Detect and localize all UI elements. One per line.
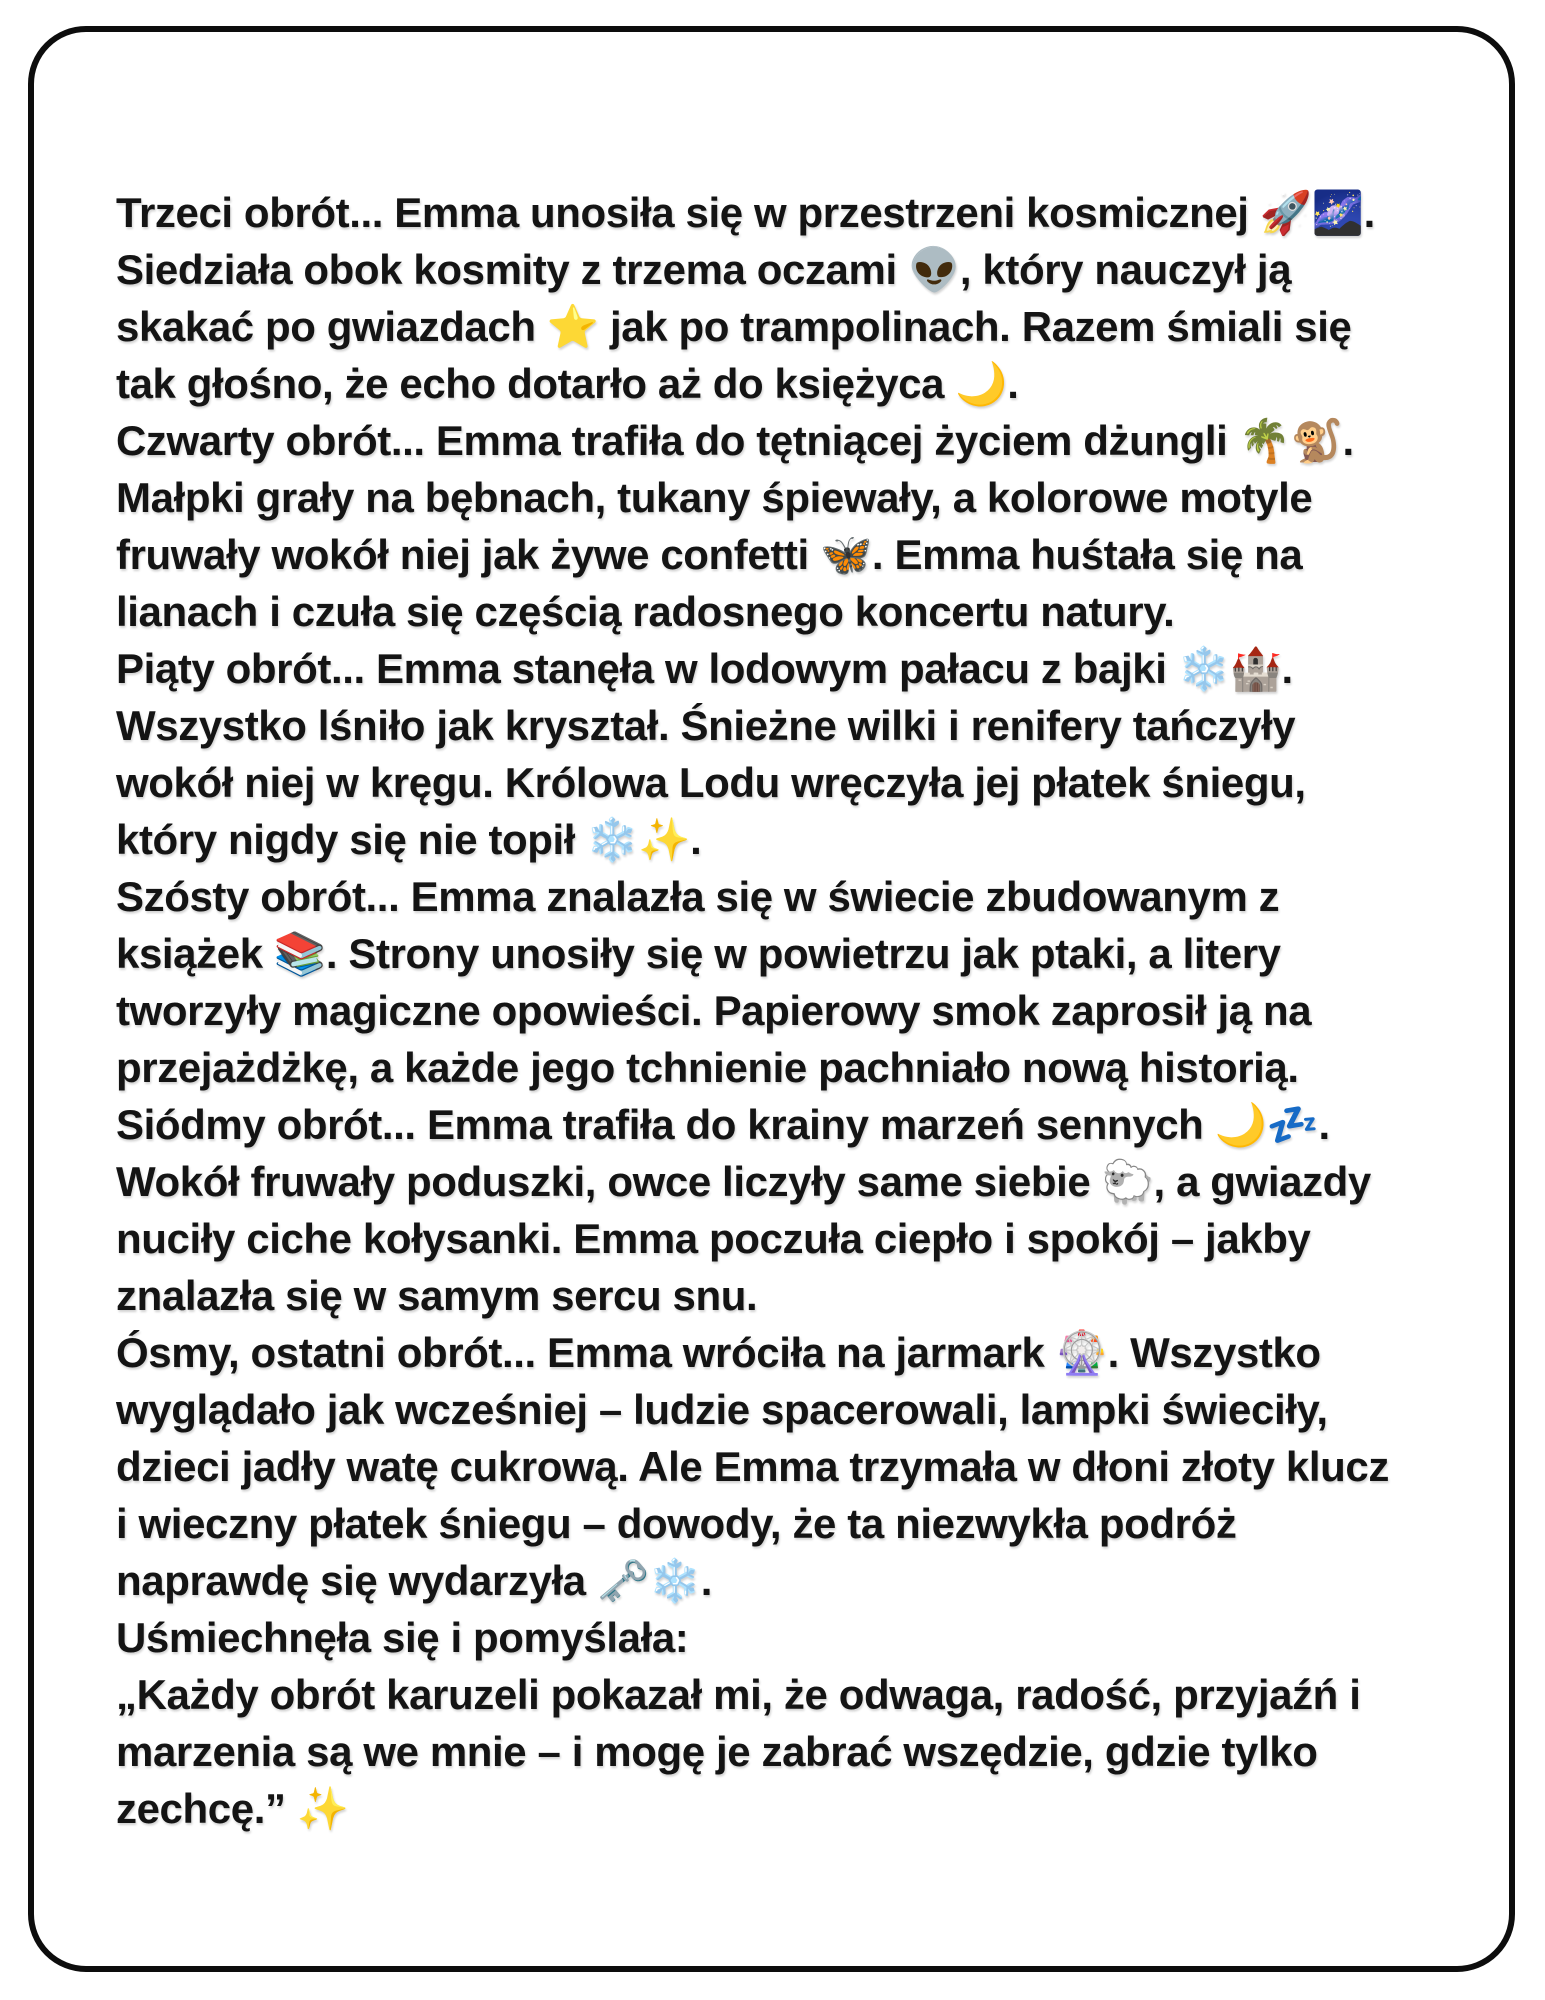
- text-line: Wszystko lśniło jak kryształ. Śnieżne wilki i renifery tańczyły: [116, 702, 1296, 749]
- text-line: znalazła się w samym sercu snu.: [116, 1272, 758, 1319]
- text-line: Szósty obrót... Emma znalazła się w świecie zbudowanym z: [116, 873, 1280, 920]
- text-line: skakać po gwiazdach ⭐ jak po trampolinach. Razem śmiali się: [116, 303, 1352, 350]
- text-line: wyglądało jak wcześniej – ludzie spacerowali, lampki świeciły,: [116, 1386, 1328, 1433]
- text-line: tworzyły magiczne opowieści. Papierowy smok zaprosił ją na: [116, 987, 1312, 1034]
- text-line: wokół niej w kręgu. Królowa Lodu wręczyła jej płatek śniegu,: [116, 759, 1306, 806]
- text-line: tak głośno, że echo dotarło aż do księżyca 🌙.: [116, 360, 1019, 407]
- text-line: lianach i czuła się częścią radosnego koncertu natury.: [116, 588, 1175, 635]
- text-line: Uśmiechnęła się i pomyślała:: [116, 1614, 689, 1661]
- text-line: Czwarty obrót... Emma trafiła do tętniącej życiem dżungli 🌴🐒.: [116, 417, 1354, 464]
- story-paragraph: [116, 1324, 1446, 1609]
- text-line: Trzeci obrót... Emma unosiła się w przestrzeni kosmicznej 🚀🌌.: [116, 189, 1375, 236]
- text-line: dzieci jadły watę cukrową. Ale Emma trzymała w dłoni złoty klucz: [116, 1443, 1389, 1490]
- text-line: który nigdy się nie topił ❄️✨.: [116, 816, 702, 863]
- story-paragraph: [116, 1666, 1446, 1837]
- text-line: Siedziała obok kosmity z trzema oczami 👽, który nauczył ją: [116, 246, 1292, 293]
- story-paragraph: [116, 1096, 1446, 1324]
- text-line: naprawdę się wydarzyła 🗝️❄️.: [116, 1557, 713, 1604]
- text-line: książek 📚. Strony unosiły się w powietrzu jak ptaki, a litery: [116, 930, 1281, 977]
- text-line: przejażdżkę, a każde jego tchnienie pachniało nową historią.: [116, 1044, 1299, 1091]
- text-line: i wieczny płatek śniegu – dowody, że ta niezwykła podróż: [116, 1500, 1237, 1547]
- text-line: Siódmy obrót... Emma trafiła do krainy marzeń sennych 🌙💤.: [116, 1101, 1330, 1148]
- story-paragraph: [116, 1609, 1446, 1666]
- text-line: fruwały wokół niej jak żywe confetti 🦋. Emma huśtała się na: [116, 531, 1303, 578]
- story-card: [28, 26, 1515, 1972]
- text-line: „Każdy obrót karuzeli pokazał mi, że odwaga, radość, przyjaźń i: [116, 1671, 1361, 1718]
- story-text: [116, 184, 1446, 1837]
- text-line: Wokół fruwały poduszki, owce liczyły same siebie 🐑, a gwiazdy: [116, 1158, 1371, 1205]
- text-line: zechcę.” ✨: [116, 1785, 349, 1832]
- text-line: nuciły ciche kołysanki. Emma poczuła ciepło i spokój – jakby: [116, 1215, 1311, 1262]
- story-paragraph: [116, 184, 1446, 412]
- text-line: marzenia są we mnie – i mogę je zabrać wszędzie, gdzie tylko: [116, 1728, 1318, 1775]
- story-paragraph: [116, 640, 1446, 868]
- text-line: Piąty obrót... Emma stanęła w lodowym pałacu z bajki ❄️🏰.: [116, 645, 1293, 692]
- story-paragraph: [116, 868, 1446, 1096]
- text-line: Ósmy, ostatni obrót... Emma wróciła na jarmark 🎡. Wszystko: [116, 1329, 1321, 1376]
- story-paragraph: [116, 412, 1446, 640]
- text-line: Małpki grały na bębnach, tukany śpiewały, a kolorowe motyle: [116, 474, 1313, 521]
